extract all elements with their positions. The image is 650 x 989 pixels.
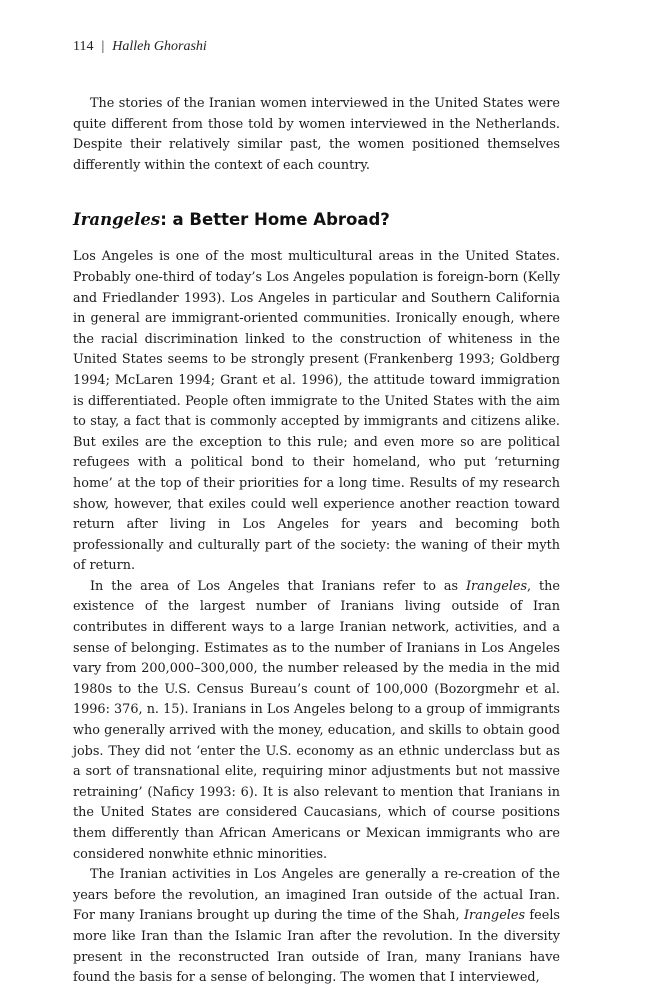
paragraph-3-text-a: The Iranian activities in Los Angeles are generally a re-creation of the years before the revolution, an imagined Iran outside of the actual Iran. For many Iranians brought up during the time of the Shah,: [73, 867, 560, 924]
book-page: [73, 38, 560, 989]
running-head-author: Halleh Ghorashi: [112, 39, 207, 54]
section-heading-rest: : a Better Home Abroad?: [160, 210, 390, 230]
paragraph-2-irangeles: Irangeles: [466, 578, 528, 594]
section-heading: [73, 209, 560, 231]
paragraph-2-text-b: , the existence of the largest number of Iranians living outside of Iran contributes in different ways to a large Iranian network, activities, and a sense of belonging. Estimates as to the number of Iranians in Los Angeles vary from 200,000–300,000, the number released by the media in the mid 1980s to the U.S. Census Bureau’s count of 100,000 (Bozorgmehr et al. 1996: 376, n. 15). Iranians in Los Angeles belong to a group of immigrants who generally arrived with the money, education, and skills to obtain good jobs. They did not ‘enter the U.S. economy as an ethnic underclass but as a sort of transnational elite, requiring minor adjustments but not massive retraining’ (Naficy 1993: 6). It is also relevant to mention that Iranians in the United States are considered Caucasians, which of course positions them differently than African Americans or Mexican immigrants who are considered nonwhite ethnic minorities.: [73, 578, 560, 862]
body-paragraph-2: [73, 577, 560, 865]
intro-paragraph: The stories of the Iranian women interviewed in the United States were quite different from those told by women interviewed in the Netherlands. Despite their relatively similar past, the women positioned themselves differently within the context of each country.: [73, 96, 560, 173]
body-paragraph-3: [73, 865, 560, 989]
body-paragraph-1: Los Angeles is one of the most multicultural areas in the United States. Probably one-third of today’s Los Angeles population is foreign-born (Kelly and Friedlander 1993). Los Angeles in particular and Southern California in general are immigrant-oriented communities. Ironically enough, where the racial discrimination linked to the construction of whiteness in the United States seems to be strongly present (Frankenberg 1993; Goldberg 1994; McLaren 1994; Grant et al. 1996), the attitude toward immigration is differentiated. People often immigrate to the United States with the aim to stay, a fact that is commonly accepted by immigrants and citizens alike. But exiles are the exception to this rule; and even more so are political refugees with a political bond to their homeland, who put ‘returning home’ at the top of their priorities for a long time. Results of my research show, however, that exiles could well experience another reaction toward return after living in Los Angeles for years and becoming both professionally and culturally part of the society: the waning of their myth of return.: [73, 249, 560, 574]
section-heading-italic: Irangeles: [73, 210, 161, 230]
header-separator: |: [101, 39, 105, 54]
paragraph-3-text-b: feels more like Iran than the Islamic Iran after the revolution. In the diversity present in the reconstructed Iran outside of Iran, many Iranians have found the basis for a sense of belonging. The women that I interviewed,: [73, 908, 560, 986]
paragraph-3-irangeles: Irangeles: [463, 908, 526, 924]
paragraph-2-text-a: In the area of Los Angeles that Iranians refer to as: [90, 578, 466, 594]
page-number: 114: [73, 39, 94, 54]
running-head: [73, 38, 560, 56]
